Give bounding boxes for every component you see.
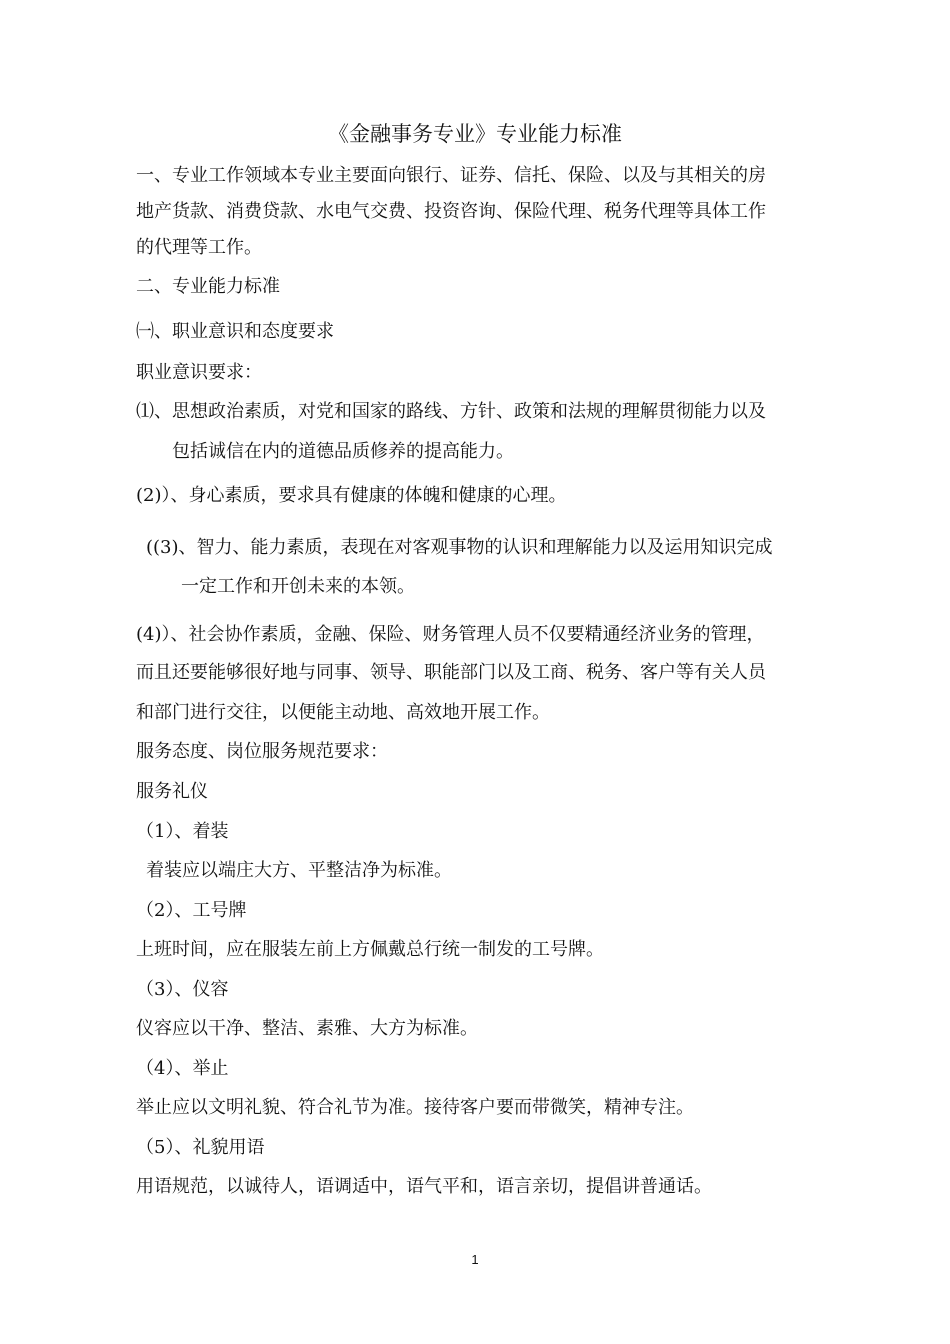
- item-attire-text: 着装应以端庄大方、平整洁净为标准。: [146, 860, 452, 881]
- list-item-3-line-2: 一定工作和开创未来的本领。: [181, 576, 415, 597]
- paragraph-line-2: 地产货款、消费贷款、水电气交费、投资咨询、保险代理、税务代理等具体工作: [136, 201, 766, 222]
- item-appearance-text: 仪容应以干净、整洁、素雅、大方为标准。: [136, 1018, 478, 1039]
- subheading-service-etiquette: 服务礼仪: [136, 781, 208, 802]
- list-item-1-line-2: 包括诚信在内的道德品质修养的提高能力。: [172, 441, 514, 462]
- list-item-4-line-3: 和部门进行交往，以便能主动地、高效地开展工作。: [136, 702, 550, 723]
- page-number: 1: [471, 1252, 479, 1267]
- item-manner-text: 举止应以文明礼貌、符合礼节为准。接待客户要而带微笑，精神专注。: [136, 1097, 694, 1118]
- list-item-1-line-1: ⑴、思想政治素质，对党和国家的路线、方针、政策和法规的理解贯彻能力以及: [136, 401, 766, 422]
- item-courtesy-text: 用语规范，以诚待人，语调适中，语气平和，语言亲切，提倡讲普通话。: [136, 1176, 712, 1197]
- paragraph-line-3: 的代理等工作。: [136, 237, 262, 258]
- item-courtesy-heading: （5）、礼貌用语: [136, 1137, 265, 1158]
- subheading-service-attitude: 服务态度、岗位服务规范要求：: [136, 741, 388, 762]
- paragraph-line-1: 一、专业工作领域本专业主要面向银行、证券、信托、保险、以及与其相关的房: [136, 165, 766, 186]
- subheading-career-awareness: 职业意识要求：: [136, 362, 262, 383]
- subsection-heading-1: ㈠、职业意识和态度要求: [136, 321, 334, 342]
- item-manner-heading: （4）、举止: [136, 1058, 229, 1079]
- section-heading-2: 二、专业能力标准: [136, 276, 280, 297]
- list-item-3-line-1: ((3)、智力、能力素质，表现在对客观事物的认识和理解能力以及运用知识完成: [146, 537, 773, 558]
- item-badge-text: 上班时间，应在服装左前上方佩戴总行统一制发的工号牌。: [136, 939, 604, 960]
- item-badge-heading: （2）、工号牌: [136, 900, 247, 921]
- list-item-4-line-1: (4)）、社会协作素质，金融、保险、财务管理人员不仅要精通经济业务的管理，: [136, 624, 765, 645]
- list-item-4-line-2: 而且还要能够很好地与同事、领导、职能部门以及工商、税务、客户等有关人员: [136, 662, 766, 683]
- item-appearance-heading: （3）、仪容: [136, 979, 229, 1000]
- list-item-2: (2)）、身心素质，要求具有健康的体魄和健康的心理。: [136, 485, 567, 506]
- item-attire-heading: （1）、着装: [136, 821, 229, 842]
- document-title: 《金融事务专业》专业能力标准: [328, 122, 622, 146]
